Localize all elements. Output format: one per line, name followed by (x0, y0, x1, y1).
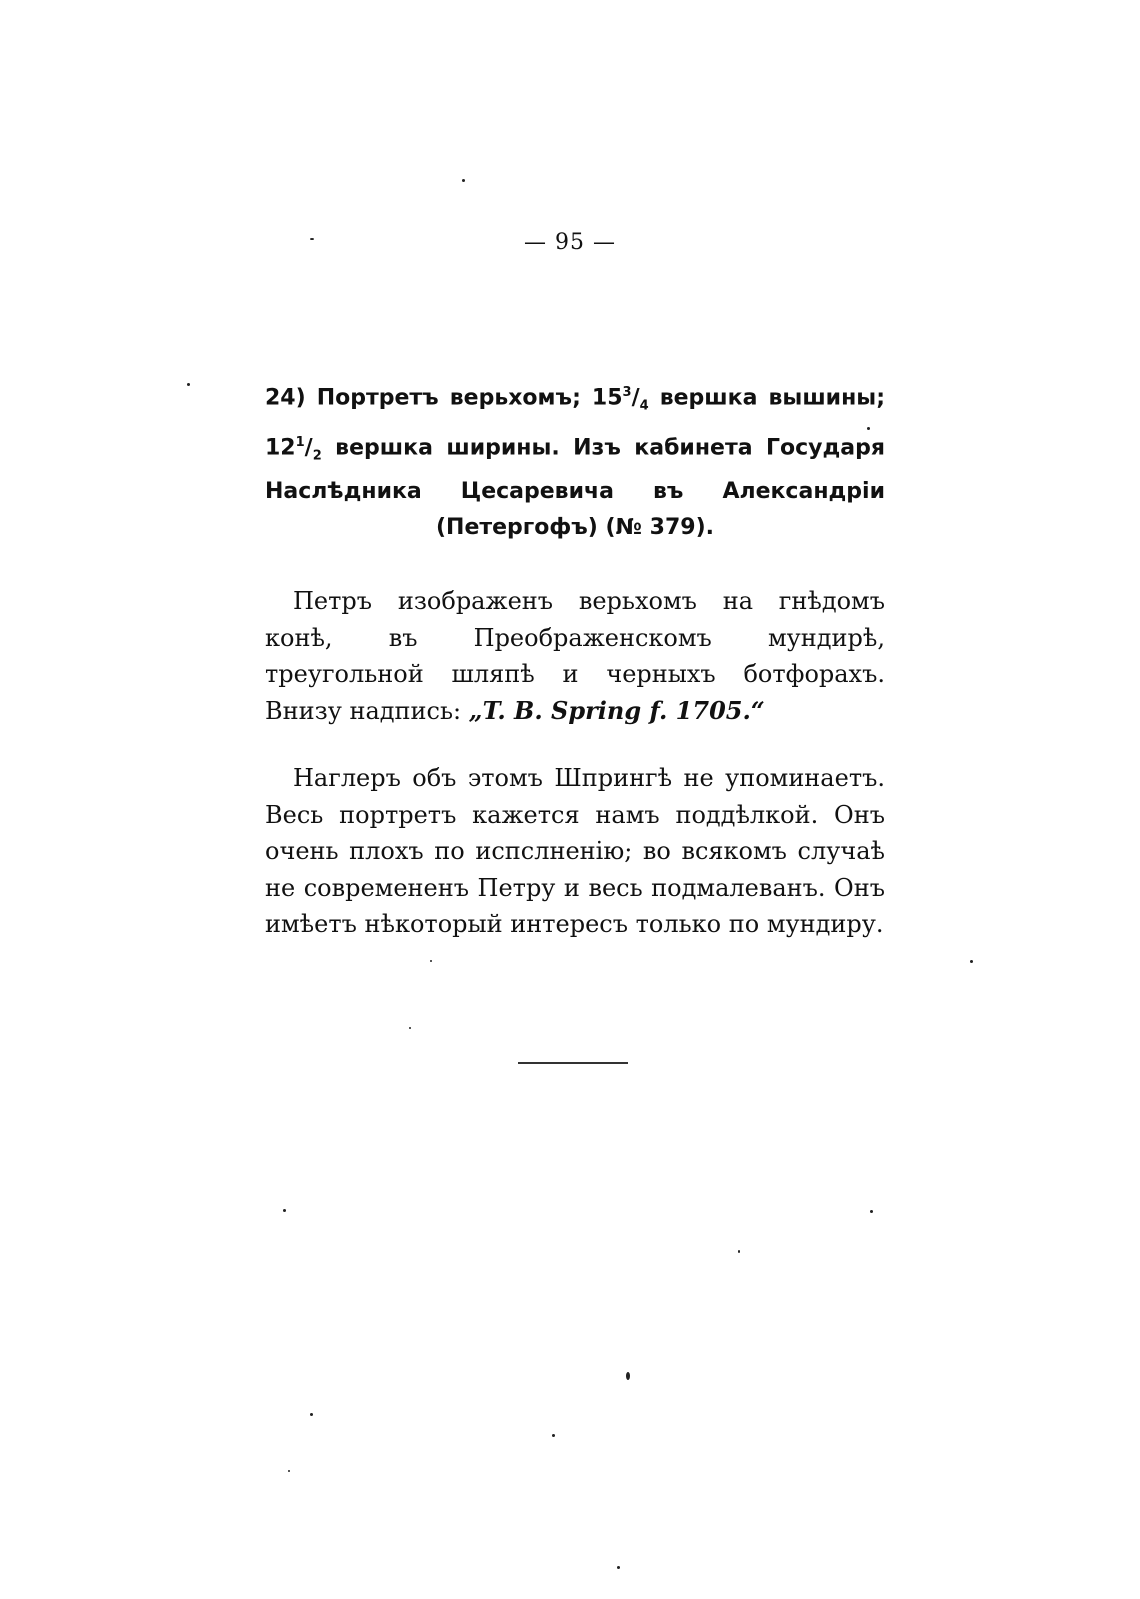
scan-speck (552, 1434, 555, 1437)
section-divider (518, 1062, 628, 1064)
scan-speck (283, 1209, 286, 1212)
scan-speck (409, 1027, 411, 1029)
paragraph-text: Наглеръ объ этомъ Шпрингѣ не упоминаетъ. Весь портретъ кажется намъ поддѣлкой. Онъ очень плохъ по испслненію; во всякомъ случаѣ не современенъ Петру и весь подмалеванъ. Онъ имѣетъ нѣкоторый интересъ только по мундиру. (265, 764, 885, 938)
scan-speck (430, 960, 432, 962)
scan-speck (310, 238, 314, 240)
scan-speck (310, 1413, 313, 1416)
scan-speck (617, 1566, 620, 1569)
scan-speck (462, 179, 465, 182)
paragraph-text: Петръ изображенъ верьхомъ на гнѣдомъ конѣ, въ Преображенскомъ мундирѣ, треугольной шляпѣ и черныхъ ботфорахъ. Внизу надпись: (265, 587, 885, 725)
scan-speck (970, 960, 973, 963)
entry-title-part4: вершка ширины. Изъ кабинета Государя Наслѣдника Цесаревича въ Александріи (Петергофъ) (№ 379). (265, 435, 885, 541)
scan-speck (870, 1210, 873, 1213)
commentary-paragraph (265, 760, 885, 943)
entry-title-part1: Портретъ верьхомъ; 15 (316, 385, 623, 411)
fraction-denominator: 4 (639, 398, 649, 414)
scan-speck (626, 1372, 630, 1380)
fraction-numerator: 1 (295, 434, 305, 450)
scan-speck (288, 1470, 290, 1472)
scan-speck (867, 427, 870, 430)
fraction-numerator: 3 (622, 385, 632, 400)
entry-title-part3: 12 (265, 435, 296, 461)
catalog-entry-heading: 24) Портретъ верьхомъ; $15^3/_4$ вершка вышины; $12^1/_2$ вершка ширины. Изъ кабинета Государя Наслѣдника Цесаревича въ Александріи (Петергофъ) (№ 379). (265, 385, 885, 541)
inscription-text: „T. B. Spring f. 1705.“ (468, 695, 765, 725)
fraction-denominator: 2 (312, 448, 322, 464)
description-paragraph (265, 583, 885, 729)
entry-number: 24) (265, 385, 306, 411)
scan-speck (187, 383, 190, 386)
page-number: — 95 — (524, 230, 616, 255)
scan-speck (738, 1250, 740, 1253)
entry-title-part2: вершка вышины; (648, 385, 885, 411)
